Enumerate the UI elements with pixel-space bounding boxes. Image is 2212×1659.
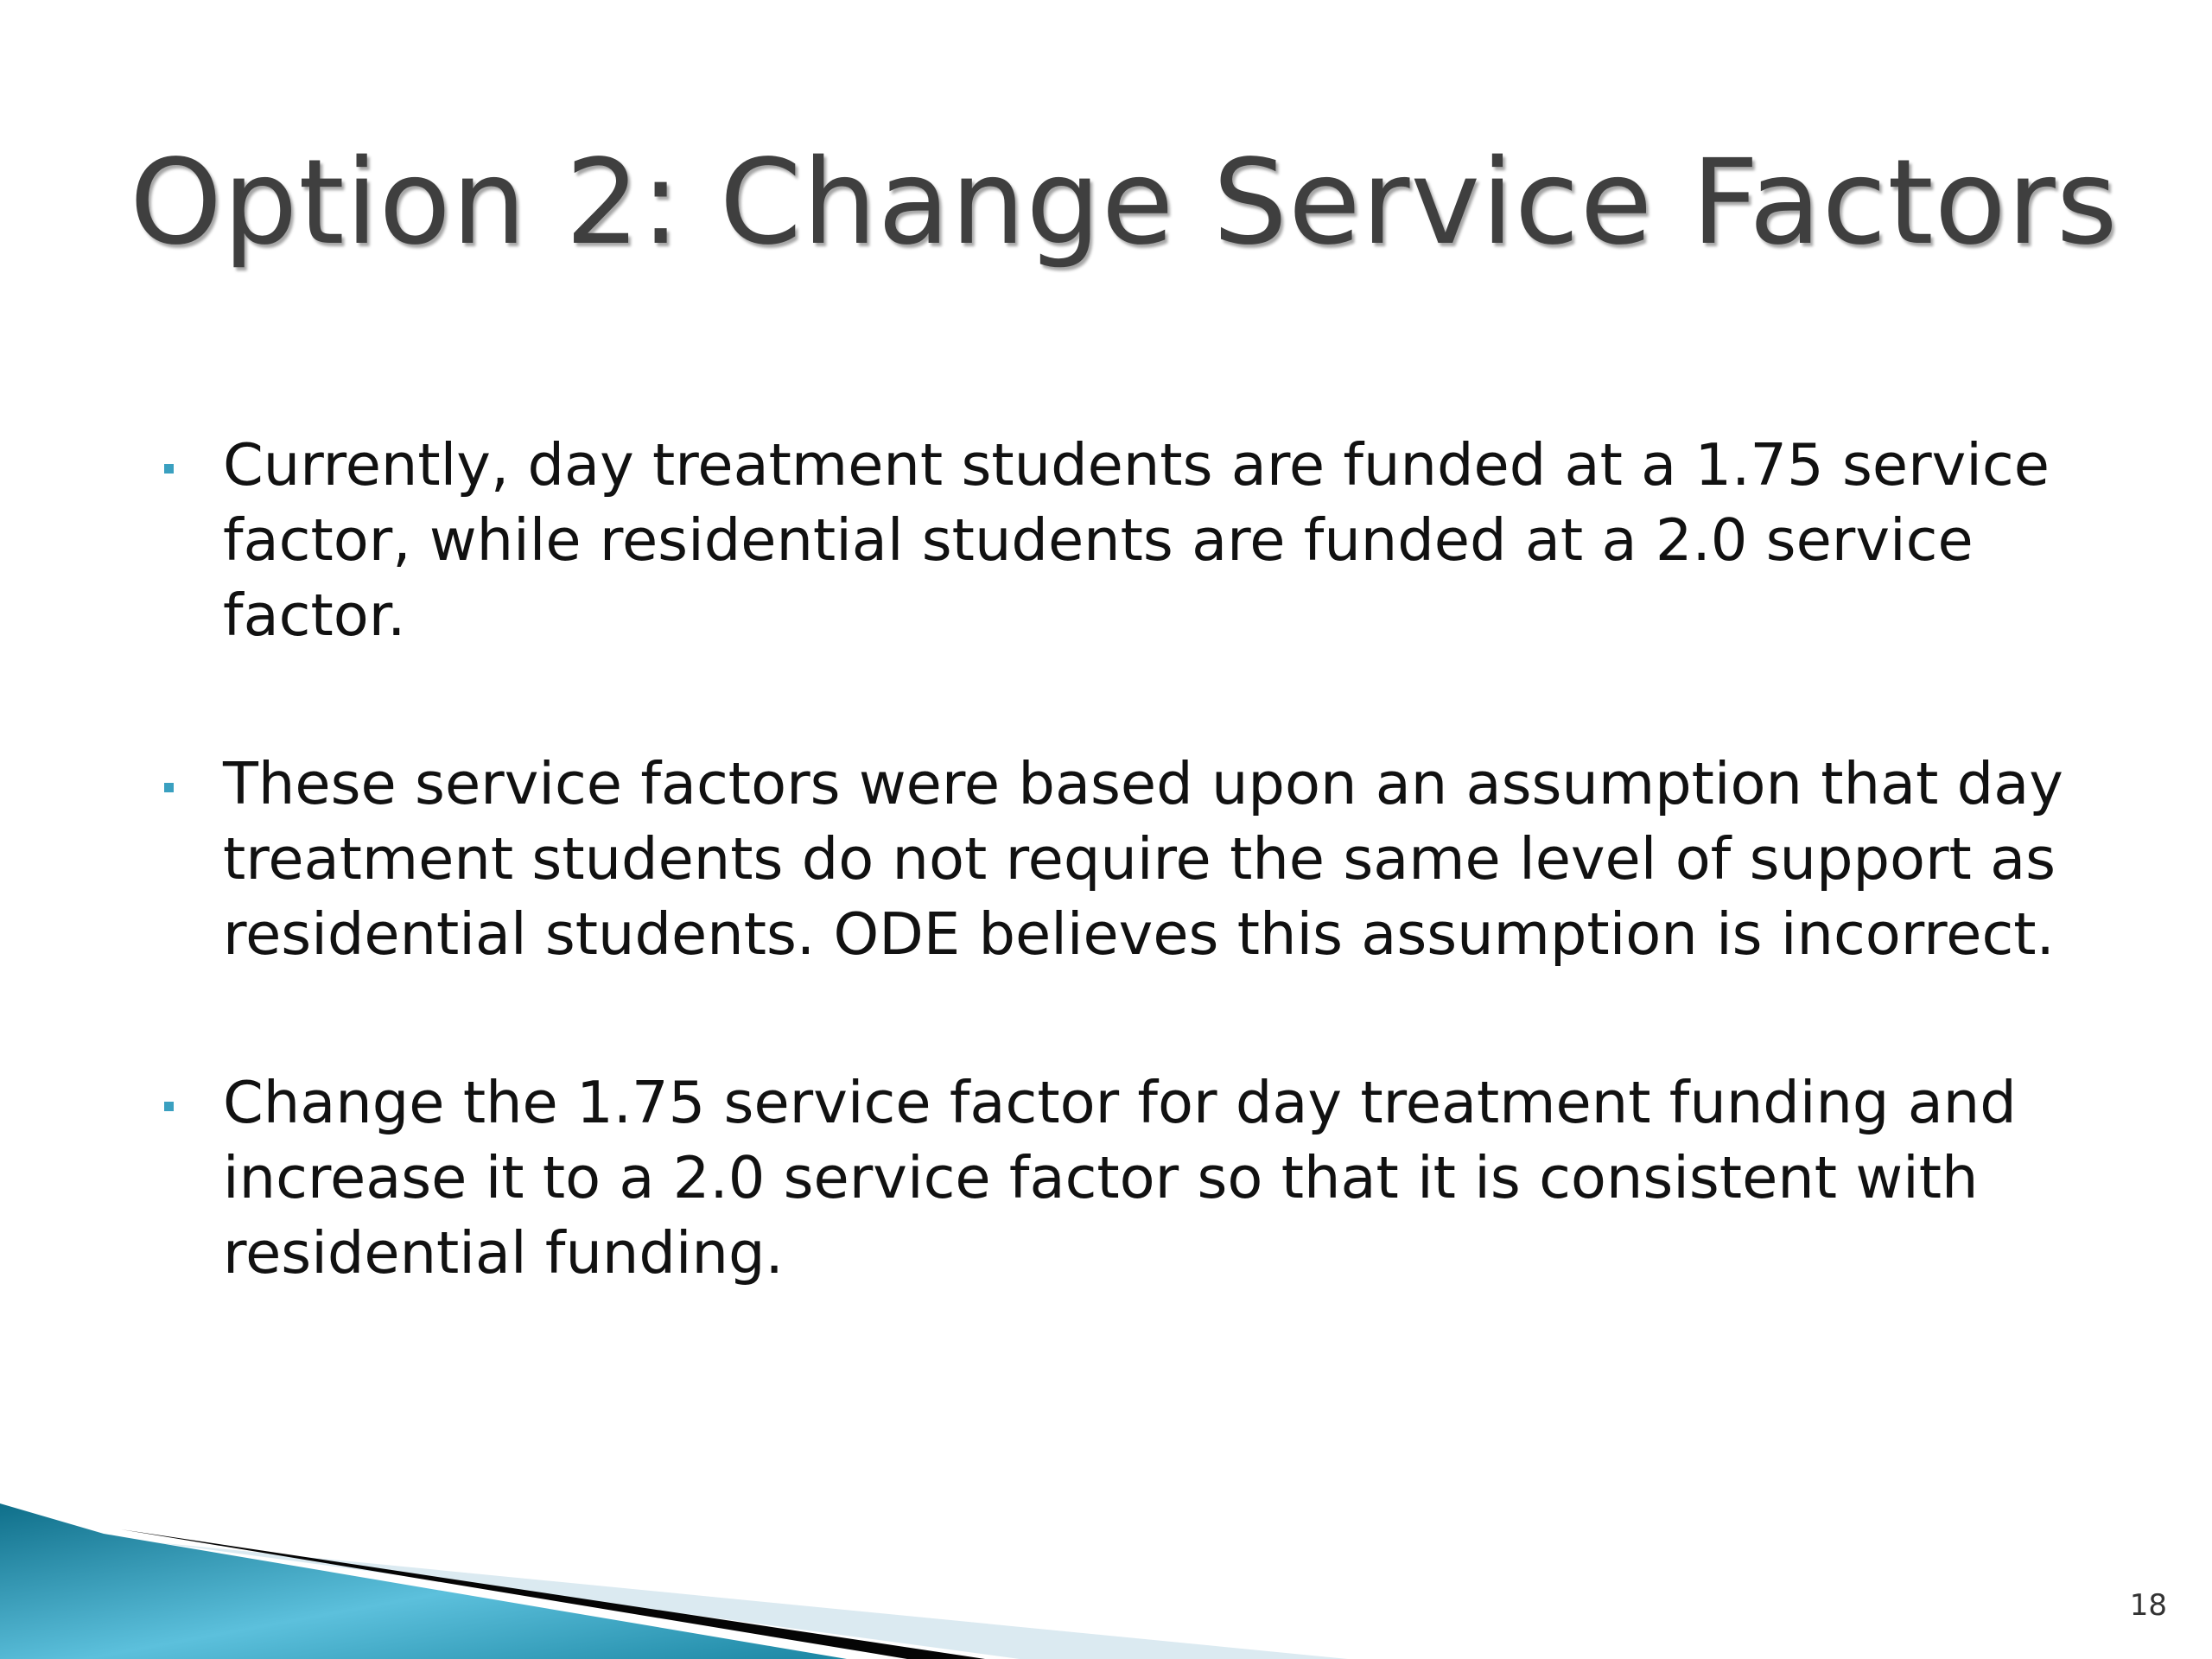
slide-title: Option 2: Change Service Factors — [130, 135, 2119, 271]
square-bullet-icon — [164, 1102, 174, 1111]
bullet-item-1 — [164, 428, 2065, 653]
teal-swoosh — [0, 1503, 847, 1659]
bullet-text-1: Currently, day treatment students are funded at a 1.75 service factor, while residential students are funded at a 2.0 service factor. — [223, 431, 2050, 649]
bullet-text-3: Change the 1.75 service factor for day treatment funding and increase it to a 2.0 service factor so that it is consistent with residential funding. — [223, 1069, 2017, 1287]
bullet-list — [164, 428, 2065, 1384]
square-bullet-icon — [164, 464, 174, 474]
page-number: 18 — [2129, 1588, 2167, 1623]
bullet-item-2 — [164, 747, 2065, 972]
bullet-text-2: These service factors were based upon an assumption that day treatment students do not require the same level of support as residential students. ODE believes this assumption is incorrect. — [223, 750, 2063, 968]
corner-decoration — [0, 1400, 2212, 1659]
bullet-item-3 — [164, 1065, 2065, 1291]
square-bullet-icon — [164, 783, 174, 792]
